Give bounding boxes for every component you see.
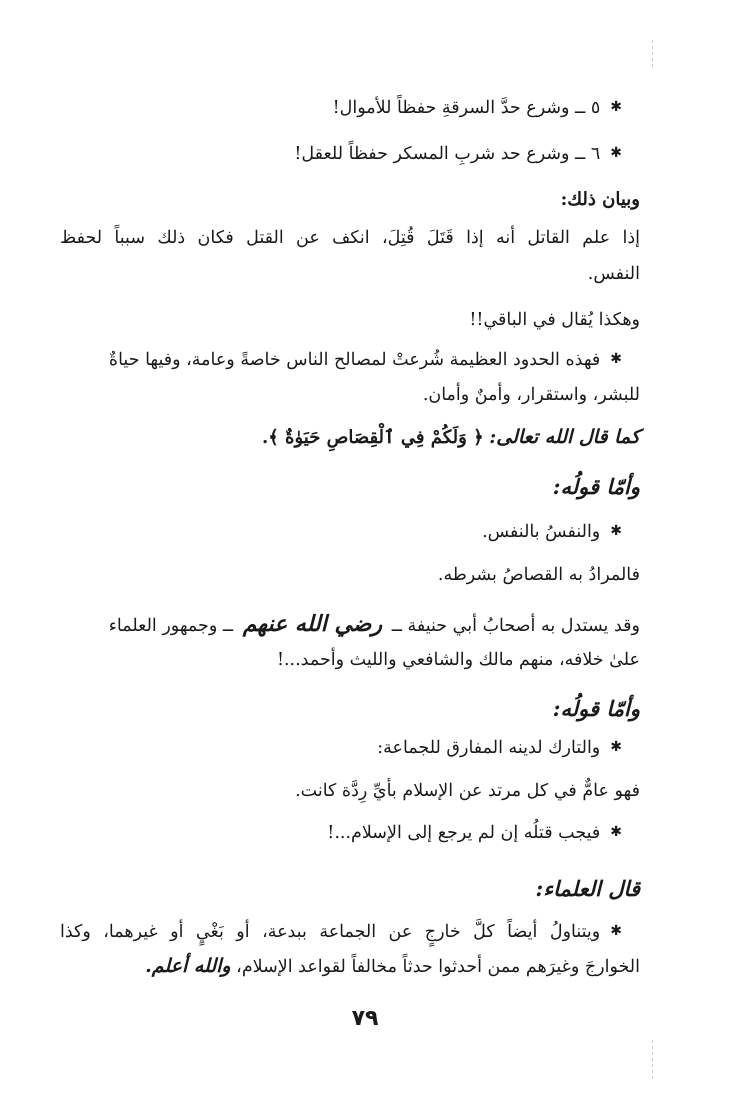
asterisk-bullet-icon: ✱ <box>610 738 622 755</box>
quran-quote-line <box>60 426 640 450</box>
asterisk-bullet-icon: ✱ <box>610 98 622 115</box>
text-line: فهو عامٌّ في كل مرتد عن الإسلام بأيِّ رِدَّة كانت. <box>295 781 640 801</box>
asterisk-bullet-icon: ✱ <box>610 522 622 539</box>
text-line: إذا علم القاتل أنه إذا قَتَلَ قُتِلَ، انكف عن القتل فكان ذلك سبباً لحفظ <box>60 228 640 248</box>
page-number: ٧٩ <box>351 1006 379 1031</box>
honorific-calligraphy: رضي الله عنهم <box>242 611 383 637</box>
text: ــ وجمهور العلماء <box>108 616 234 636</box>
section-heading: وأمّا قولُه: <box>552 474 640 499</box>
scan-margin-mark <box>652 1040 653 1080</box>
text-line <box>60 98 622 120</box>
text-line <box>60 823 622 845</box>
calligraphic-phrase: كما قال الله تعالى: <box>489 426 640 448</box>
text-line <box>60 922 622 944</box>
scan-margin-mark <box>652 40 653 70</box>
text-line: فالمرادُ به القصاصُ بشرطه. <box>437 565 640 585</box>
text-line <box>60 955 640 979</box>
closing-phrase: والله أعلم. <box>145 955 231 977</box>
text-line: وهكذا يُقال في الباقي!! <box>469 310 640 330</box>
text-line: النفس. <box>587 264 640 284</box>
text-line <box>60 522 622 544</box>
text-line <box>60 350 622 372</box>
text: ٥ ــ وشرع حدَّ السرقةِ حفظاً للأموال! <box>332 98 601 118</box>
text: فهذه الحدود العظيمة شُرعتْ لمصالح الناس خاصةً وعامة، وفيها حياةٌ <box>108 350 601 370</box>
text: وقد يستدل به أصحابُ أبي حنيفة ــ <box>391 616 640 636</box>
text-line: للبشر، واستقرار، وأمنٌ وأمان. <box>422 385 640 405</box>
text-line <box>60 611 640 639</box>
asterisk-bullet-icon: ✱ <box>610 144 622 161</box>
asterisk-bullet-icon: ✱ <box>610 922 622 939</box>
text: والنفسُ بالنفس. <box>482 522 601 542</box>
quran-verse: ﴿ وَلَكُمْ فِي ٱلْقِصَاصِ حَيَوٰةٌ ﴾. <box>261 427 484 448</box>
text-line <box>60 738 622 760</box>
text: والتارك لدينه المفارق للجماعة: <box>377 738 601 758</box>
section-heading: قال العلماء: <box>535 876 640 901</box>
text: ٦ ــ وشرع حد شربِ المسكر حفظاً للعقل! <box>294 144 601 164</box>
text: ويتناولُ أيضاً كلَّ خارجٍ عن الجماعة ببدعة، أو بَغْيٍ أو غيرهما، وكذا <box>60 922 601 942</box>
asterisk-bullet-icon: ✱ <box>610 350 622 367</box>
section-heading: وأمّا قولُه: <box>552 696 640 721</box>
text: فيجب قتلُه إن لم يرجع إلى الإسلام...! <box>327 823 601 843</box>
text-line: علىٰ خلافه، منهم مالك والشافعي والليث وأحمد...! <box>276 650 640 670</box>
text: الخوارجَ وغيرَهم ممن أحدثوا حدثاً مخالفاً لقواعد الإسلام، <box>236 957 640 977</box>
text-line <box>60 144 622 166</box>
asterisk-bullet-icon: ✱ <box>610 823 622 840</box>
section-heading: وبيان ذلك: <box>560 189 640 210</box>
